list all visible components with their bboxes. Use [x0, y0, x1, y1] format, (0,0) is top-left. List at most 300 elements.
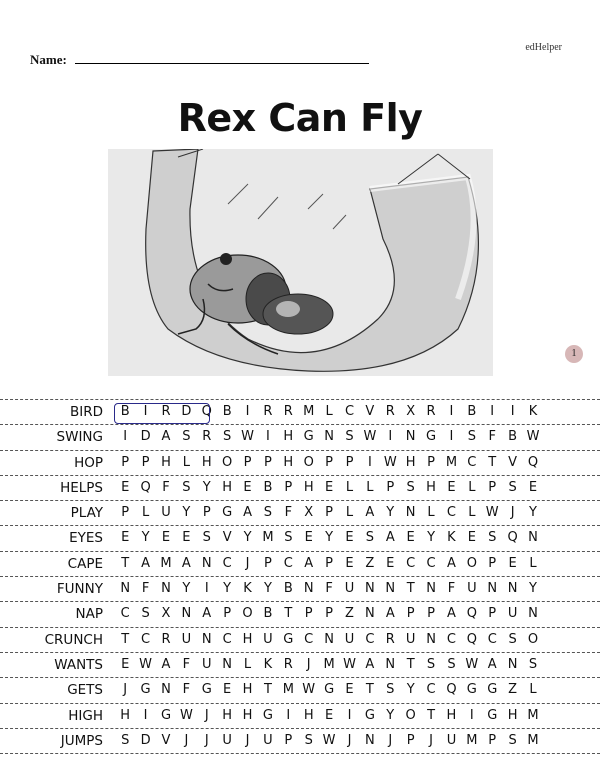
puzzle-letter[interactable]: V [365, 404, 375, 419]
puzzle-letter[interactable]: H [303, 707, 314, 723]
puzzle-letter[interactable]: F [447, 581, 456, 597]
puzzle-letter[interactable]: S [345, 429, 354, 445]
puzzle-letter[interactable]: U [161, 505, 171, 521]
puzzle-letter[interactable]: L [468, 505, 476, 521]
puzzle-letter[interactable]: Z [345, 606, 354, 622]
puzzle-letter[interactable]: S [488, 530, 497, 546]
puzzle-letter[interactable]: I [510, 404, 515, 419]
puzzle-letter[interactable]: S [386, 682, 395, 698]
puzzle-letter[interactable]: Y [386, 707, 395, 723]
puzzle-letter[interactable]: M [282, 682, 294, 698]
puzzle-letter[interactable]: X [161, 606, 171, 622]
puzzle-letter[interactable]: Y [529, 581, 537, 597]
puzzle-letter[interactable]: T [121, 631, 130, 647]
puzzle-letter[interactable]: W [139, 656, 153, 672]
puzzle-letter[interactable]: N [405, 429, 416, 445]
puzzle-letter[interactable]: L [529, 682, 537, 698]
puzzle-letter[interactable]: S [304, 732, 313, 748]
puzzle-letter[interactable]: B [263, 606, 273, 622]
puzzle-letter[interactable]: S [528, 656, 538, 672]
puzzle-letter[interactable]: A [365, 505, 375, 521]
puzzle-letter[interactable]: L [468, 479, 476, 495]
puzzle-letter[interactable]: K [243, 581, 252, 597]
puzzle-letter[interactable]: P [427, 606, 435, 622]
puzzle-letter[interactable]: H [507, 707, 518, 723]
puzzle-letter[interactable]: A [161, 429, 171, 445]
puzzle-letter[interactable]: I [347, 707, 352, 723]
puzzle-letter[interactable]: L [141, 505, 150, 521]
puzzle-letter[interactable]: M [323, 656, 335, 672]
puzzle-letter[interactable]: C [222, 631, 232, 647]
puzzle-letter[interactable]: J [184, 732, 189, 748]
puzzle-letter[interactable]: C [283, 555, 293, 571]
puzzle-letter[interactable]: I [388, 429, 393, 445]
puzzle-letter[interactable]: S [284, 530, 293, 546]
puzzle-letter[interactable]: U [263, 631, 273, 647]
puzzle-letter[interactable]: O [242, 606, 253, 622]
puzzle-letter[interactable]: W [383, 454, 397, 470]
puzzle-letter[interactable]: I [266, 429, 270, 445]
puzzle-letter[interactable]: R [385, 404, 395, 419]
puzzle-letter[interactable]: C [406, 555, 416, 571]
puzzle-letter[interactable]: H [161, 454, 171, 470]
puzzle-letter[interactable]: H [242, 682, 253, 698]
puzzle-letter[interactable]: P [325, 555, 334, 571]
puzzle-letters [115, 708, 543, 723]
puzzle-letter[interactable]: N [222, 656, 233, 672]
puzzle-letter[interactable]: W [302, 682, 316, 698]
puzzle-letter[interactable]: F [182, 656, 191, 672]
puzzle-letter[interactable]: O [405, 707, 416, 723]
puzzle-letter[interactable]: Q [527, 454, 539, 470]
puzzle-letter[interactable]: D [140, 429, 151, 445]
puzzle-row [0, 601, 600, 626]
puzzle-letter[interactable]: V [222, 530, 232, 546]
puzzle-letter[interactable]: P [406, 606, 415, 622]
puzzle-letter[interactable]: S [365, 530, 375, 546]
puzzle-letter[interactable]: U [181, 631, 192, 647]
puzzle-letter[interactable]: B [467, 404, 477, 419]
puzzle-letter[interactable]: I [245, 404, 250, 419]
puzzle-letter[interactable]: R [161, 631, 171, 647]
puzzle-word: WANTS [54, 656, 103, 673]
puzzle-letter[interactable]: E [324, 479, 334, 495]
puzzle-letter[interactable]: B [222, 404, 232, 419]
puzzle-letter[interactable]: L [345, 505, 354, 521]
puzzle-letter[interactable]: B [283, 581, 293, 597]
puzzle-letter[interactable]: Y [529, 505, 537, 521]
puzzle-letter[interactable]: H [405, 454, 416, 470]
puzzle-letter[interactable]: W [485, 505, 499, 521]
puzzle-letter[interactable]: F [141, 581, 150, 597]
puzzle-letter[interactable]: S [202, 530, 211, 546]
puzzle-letter[interactable]: Y [243, 530, 252, 546]
puzzle-letter[interactable]: Y [386, 505, 395, 521]
puzzle-letter[interactable]: R [263, 404, 273, 419]
puzzle-letter[interactable]: O [222, 454, 233, 470]
puzzle-letter[interactable]: E [508, 555, 517, 571]
puzzle-letter[interactable]: M [466, 732, 478, 748]
puzzle-letters [115, 556, 543, 571]
puzzle-letter[interactable]: P [304, 606, 313, 622]
puzzle-letter[interactable]: C [446, 631, 456, 647]
puzzle-letter[interactable]: H [222, 707, 233, 723]
puzzle-letter[interactable]: P [223, 606, 232, 622]
puzzle-letter[interactable]: N [365, 581, 375, 597]
puzzle-letter[interactable]: D [140, 732, 151, 748]
puzzle-letter[interactable]: U [467, 581, 477, 597]
puzzle-letter[interactable]: A [161, 656, 171, 672]
puzzle-letter[interactable]: N [324, 631, 334, 647]
puzzle-letter[interactable]: B [120, 404, 130, 419]
puzzle-letter[interactable]: S [508, 631, 517, 647]
puzzle-letter[interactable]: R [283, 404, 293, 419]
puzzle-letter[interactable]: N [528, 530, 538, 546]
puzzle-letter[interactable]: P [427, 454, 435, 470]
puzzle-letter[interactable]: I [143, 404, 148, 419]
puzzle-letter[interactable]: P [488, 479, 497, 495]
puzzle-letter[interactable]: B [263, 479, 273, 495]
puzzle-letter[interactable]: I [367, 454, 372, 470]
puzzle-letter[interactable]: I [204, 581, 209, 597]
puzzle-letter[interactable]: Q [507, 530, 518, 546]
puzzle-letter[interactable]: U [344, 631, 355, 647]
puzzle-letter[interactable]: E [121, 656, 130, 672]
puzzle-letter[interactable]: G [324, 682, 335, 698]
puzzle-letter[interactable]: G [487, 682, 498, 698]
puzzle-letter[interactable]: H [446, 707, 457, 723]
puzzle-letter[interactable]: E [324, 707, 334, 723]
rex-flying-illustration [108, 149, 493, 376]
puzzle-letter[interactable]: A [202, 606, 212, 622]
puzzle-letter[interactable]: N [324, 429, 334, 445]
puzzle-letter[interactable]: Y [325, 530, 334, 546]
puzzle-letter[interactable]: E [528, 479, 538, 495]
puzzle-letter[interactable]: E [345, 555, 354, 571]
puzzle-letter[interactable]: P [488, 606, 497, 622]
puzzle-letter[interactable]: M [527, 707, 539, 723]
puzzle-letter[interactable]: E [223, 682, 232, 698]
puzzle-letter[interactable]: E [121, 530, 130, 546]
puzzle-letter[interactable]: F [182, 682, 191, 698]
puzzle-letter[interactable]: W [179, 707, 193, 723]
puzzle-letter[interactable]: E [304, 530, 313, 546]
puzzle-letter[interactable]: W [363, 429, 377, 445]
puzzle-letter[interactable]: J [510, 505, 515, 521]
puzzle-letter[interactable]: T [488, 454, 497, 470]
puzzle-letter[interactable]: K [447, 530, 456, 546]
puzzle-letter[interactable]: J [245, 555, 250, 571]
puzzle-letter[interactable]: V [508, 454, 518, 470]
puzzle-letter[interactable]: N [405, 505, 416, 521]
puzzle-letter[interactable]: N [201, 631, 212, 647]
puzzle-letter[interactable]: P [386, 479, 395, 495]
puzzle-letter[interactable]: Y [263, 581, 272, 597]
puzzle-letter[interactable]: E [467, 530, 476, 546]
puzzle-letter[interactable]: R [385, 631, 395, 647]
puzzle-letter[interactable]: P [264, 454, 272, 470]
puzzle-row [0, 525, 600, 550]
puzzle-letter[interactable]: T [406, 581, 415, 597]
puzzle-letter[interactable]: G [364, 707, 375, 723]
puzzle-letter[interactable]: H [283, 454, 294, 470]
puzzle-letter[interactable]: G [160, 707, 172, 723]
puzzle-letter[interactable]: P [345, 454, 354, 470]
puzzle-letter[interactable]: P [488, 555, 497, 571]
puzzle-letter[interactable]: G [426, 429, 437, 445]
puzzle-letter[interactable]: C [487, 631, 497, 647]
puzzle-letter[interactable]: E [447, 479, 456, 495]
puzzle-letter[interactable]: A [141, 555, 151, 571]
puzzle-letter[interactable]: P [406, 732, 415, 748]
puzzle-letter[interactable]: I [143, 707, 148, 723]
puzzle-letter[interactable]: A [385, 606, 395, 622]
puzzle-letter[interactable]: U [344, 581, 355, 597]
puzzle-letter[interactable]: C [141, 631, 151, 647]
puzzle-letter[interactable]: P [284, 479, 293, 495]
puzzle-letter[interactable]: N [161, 682, 171, 698]
puzzle-letter[interactable]: N [426, 581, 436, 597]
puzzle-letter[interactable]: W [241, 429, 254, 445]
puzzle-letter[interactable]: U [202, 656, 212, 672]
puzzle-letter[interactable]: Y [182, 581, 191, 597]
puzzle-letter[interactable]: H [426, 479, 436, 495]
puzzle-letter[interactable]: N [120, 581, 131, 597]
puzzle-letter[interactable]: J [245, 732, 250, 748]
puzzle-letter[interactable]: Z [365, 555, 375, 571]
puzzle-letter[interactable]: A [365, 656, 375, 672]
puzzle-letter[interactable]: E [243, 479, 252, 495]
puzzle-letter[interactable]: P [325, 505, 334, 521]
puzzle-letter[interactable]: H [303, 479, 314, 495]
puzzle-letter[interactable]: I [490, 404, 495, 419]
puzzle-letter[interactable]: J [347, 732, 352, 748]
puzzle-letter[interactable]: C [120, 606, 130, 622]
puzzle-letter[interactable]: P [284, 732, 293, 748]
puzzle-letter[interactable]: T [284, 606, 293, 622]
puzzle-letter[interactable]: N [426, 631, 436, 647]
puzzle-letter[interactable]: C [304, 631, 314, 647]
puzzle-letter[interactable]: U [222, 732, 232, 748]
puzzle-letter[interactable]: S [223, 429, 232, 445]
puzzle-letter[interactable]: I [449, 429, 454, 445]
puzzle-letter[interactable]: C [467, 454, 477, 470]
puzzle-letter[interactable]: S [406, 479, 415, 495]
puzzle-letter[interactable]: E [345, 682, 354, 698]
puzzle-letter[interactable]: G [487, 707, 498, 723]
puzzle-letter[interactable]: M [445, 454, 458, 470]
puzzle-letter[interactable]: N [201, 555, 212, 571]
puzzle-letter[interactable]: T [406, 656, 415, 672]
puzzle-letter[interactable]: Y [223, 581, 232, 597]
puzzle-letter[interactable]: Y [202, 479, 211, 495]
puzzle-letter[interactable]: U [507, 606, 518, 622]
puzzle-letter[interactable]: T [427, 707, 436, 723]
puzzle-letter[interactable]: L [182, 454, 190, 470]
puzzle-letter[interactable]: J [429, 732, 433, 748]
puzzle-letter[interactable]: E [161, 530, 171, 546]
puzzle-letter[interactable]: S [508, 732, 517, 748]
puzzle-letter[interactable]: N [365, 606, 375, 622]
puzzle-letter[interactable]: G [140, 682, 151, 698]
puzzle-letter[interactable]: Z [508, 682, 518, 698]
puzzle-letter[interactable]: Q [466, 631, 477, 647]
puzzle-letter[interactable]: U [405, 631, 416, 647]
puzzle-letter[interactable]: E [182, 530, 191, 546]
puzzle-letter[interactable]: L [366, 479, 374, 495]
puzzle-letter[interactable]: P [264, 555, 272, 571]
puzzle-letter[interactable]: Q [446, 682, 457, 698]
puzzle-letter[interactable]: P [141, 454, 150, 470]
puzzle-letter[interactable]: Y [141, 530, 150, 546]
puzzle-letter[interactable]: T [263, 682, 272, 698]
puzzle-letter[interactable]: I [286, 707, 291, 723]
puzzle-letter[interactable]: L [345, 479, 354, 495]
puzzle-letter[interactable]: N [528, 606, 538, 622]
puzzle-letter[interactable]: P [121, 454, 130, 470]
puzzle-letter[interactable]: W [343, 656, 356, 672]
puzzle-letter[interactable]: S [426, 656, 436, 672]
puzzle-letter[interactable]: F [162, 479, 170, 495]
puzzle-letter[interactable]: H [222, 479, 233, 495]
puzzle-letter[interactable]: P [243, 454, 252, 470]
puzzle-letter[interactable]: Y [406, 682, 415, 698]
puzzle-letter[interactable]: R [202, 429, 212, 445]
puzzle-letter[interactable]: G [201, 682, 212, 698]
puzzle-letter[interactable]: M [160, 555, 172, 571]
puzzle-letter[interactable]: T [365, 682, 374, 698]
puzzle-letter[interactable]: N [161, 581, 171, 597]
puzzle-letter[interactable]: W [322, 732, 336, 748]
puzzle-letter[interactable]: I [469, 707, 474, 723]
puzzle-letter[interactable]: K [263, 656, 273, 672]
puzzle-letter[interactable]: J [123, 682, 128, 698]
puzzle-letter[interactable]: W [526, 429, 540, 445]
puzzle-letter[interactable]: M [262, 530, 274, 546]
puzzle-letter[interactable]: C [222, 555, 232, 571]
puzzle-letter[interactable]: D [181, 404, 192, 419]
puzzle-letter[interactable]: X [406, 404, 416, 419]
puzzle-letter[interactable]: N [385, 581, 396, 597]
puzzle-letter[interactable]: L [529, 555, 537, 571]
puzzle-letter[interactable]: O [303, 454, 314, 470]
puzzle-letter[interactable]: S [182, 479, 191, 495]
puzzle-letter[interactable]: M [303, 404, 315, 419]
puzzle-letter[interactable]: J [388, 732, 393, 748]
puzzle-letter[interactable]: H [201, 454, 212, 470]
puzzle-letter[interactable]: F [325, 581, 333, 597]
puzzle-letter[interactable]: P [325, 606, 334, 622]
puzzle-letter[interactable]: E [406, 530, 415, 546]
puzzle-letter[interactable]: N [507, 656, 518, 672]
puzzle-letter[interactable]: S [141, 606, 150, 622]
puzzle-letter[interactable]: C [344, 404, 355, 419]
puzzle-letter[interactable]: Y [182, 505, 191, 521]
puzzle-letter[interactable]: O [466, 555, 477, 571]
puzzle-letter[interactable]: I [123, 429, 128, 445]
puzzle-letter[interactable]: P [202, 505, 211, 521]
puzzle-letter[interactable]: J [204, 732, 209, 748]
puzzle-letter[interactable]: G [222, 505, 233, 521]
puzzle-letter[interactable]: E [121, 479, 130, 495]
puzzle-letter[interactable]: E [386, 555, 395, 571]
puzzle-letter[interactable]: S [447, 656, 456, 672]
puzzle-letter[interactable]: G [262, 707, 273, 723]
puzzle-letter[interactable]: S [467, 429, 476, 445]
puzzle-letter[interactable]: Q [466, 606, 477, 622]
puzzle-letter[interactable]: Y [427, 530, 436, 546]
puzzle-letter[interactable]: R [426, 404, 436, 419]
puzzle-letter[interactable]: P [325, 454, 334, 470]
puzzle-letter[interactable]: L [243, 656, 252, 672]
puzzle-letter[interactable]: C [426, 682, 436, 698]
puzzle-letter[interactable]: R [283, 656, 293, 672]
puzzle-letter[interactable]: Q [140, 479, 151, 495]
puzzle-letter[interactable]: S [263, 505, 273, 521]
puzzle-letter[interactable]: F [284, 505, 293, 521]
puzzle-letter[interactable]: S [508, 479, 517, 495]
puzzle-letter[interactable]: J [306, 656, 311, 672]
puzzle-letter[interactable]: W [465, 656, 479, 672]
puzzle-letter[interactable]: R [161, 404, 171, 419]
puzzle-letter[interactable]: H [120, 707, 131, 723]
puzzle-letter[interactable]: P [121, 505, 130, 521]
puzzle-letter[interactable]: G [466, 682, 477, 698]
puzzle-letter[interactable]: I [449, 404, 454, 419]
puzzle-letter[interactable]: N [385, 656, 396, 672]
puzzle-letter[interactable]: T [121, 555, 130, 571]
puzzle-letter[interactable]: G [283, 631, 294, 647]
puzzle-letter[interactable]: A [446, 555, 456, 571]
puzzle-letter[interactable]: M [527, 732, 539, 748]
puzzle-letter[interactable]: N [487, 581, 498, 597]
puzzle-letter[interactable]: G [303, 429, 314, 445]
puzzle-letter[interactable]: L [325, 404, 333, 419]
puzzle-letter[interactable]: V [161, 732, 171, 748]
puzzle-letter[interactable]: H [242, 631, 253, 647]
puzzle-letter[interactable]: H [283, 429, 294, 445]
puzzle-letter[interactable]: A [243, 505, 252, 521]
puzzle-letter[interactable]: N [365, 732, 375, 748]
puzzle-letter[interactable]: A [487, 656, 497, 672]
puzzle-letter[interactable]: Q [201, 404, 212, 419]
puzzle-letter[interactable]: E [345, 530, 354, 546]
puzzle-letter[interactable]: K [528, 404, 538, 419]
puzzle-letter[interactable]: P [488, 732, 497, 748]
puzzle-letter[interactable]: N [303, 581, 314, 597]
puzzle-letter[interactable]: N [181, 606, 192, 622]
puzzle-letter[interactable]: U [263, 732, 273, 748]
puzzle-letter[interactable]: J [204, 707, 209, 723]
puzzle-letter[interactable]: A [385, 530, 395, 546]
puzzle-letter[interactable]: A [181, 555, 191, 571]
puzzle-letter[interactable]: C [426, 555, 436, 571]
puzzle-letter[interactable]: C [365, 631, 375, 647]
puzzle-letter[interactable]: S [182, 429, 191, 445]
puzzle-letter[interactable]: C [446, 505, 456, 521]
puzzle-letter[interactable]: B [508, 429, 518, 445]
puzzle-letter[interactable]: A [304, 555, 314, 571]
puzzle-letter[interactable]: U [446, 732, 457, 748]
puzzle-letter[interactable]: L [427, 505, 435, 521]
puzzle-letter[interactable]: F [488, 429, 496, 445]
puzzle-letter[interactable]: N [507, 581, 518, 597]
puzzle-letter[interactable]: A [446, 606, 456, 622]
puzzle-letter[interactable]: X [304, 505, 314, 521]
puzzle-letter[interactable]: O [527, 631, 539, 647]
puzzle-letter[interactable]: S [121, 732, 130, 748]
puzzle-letter[interactable]: H [242, 707, 253, 723]
